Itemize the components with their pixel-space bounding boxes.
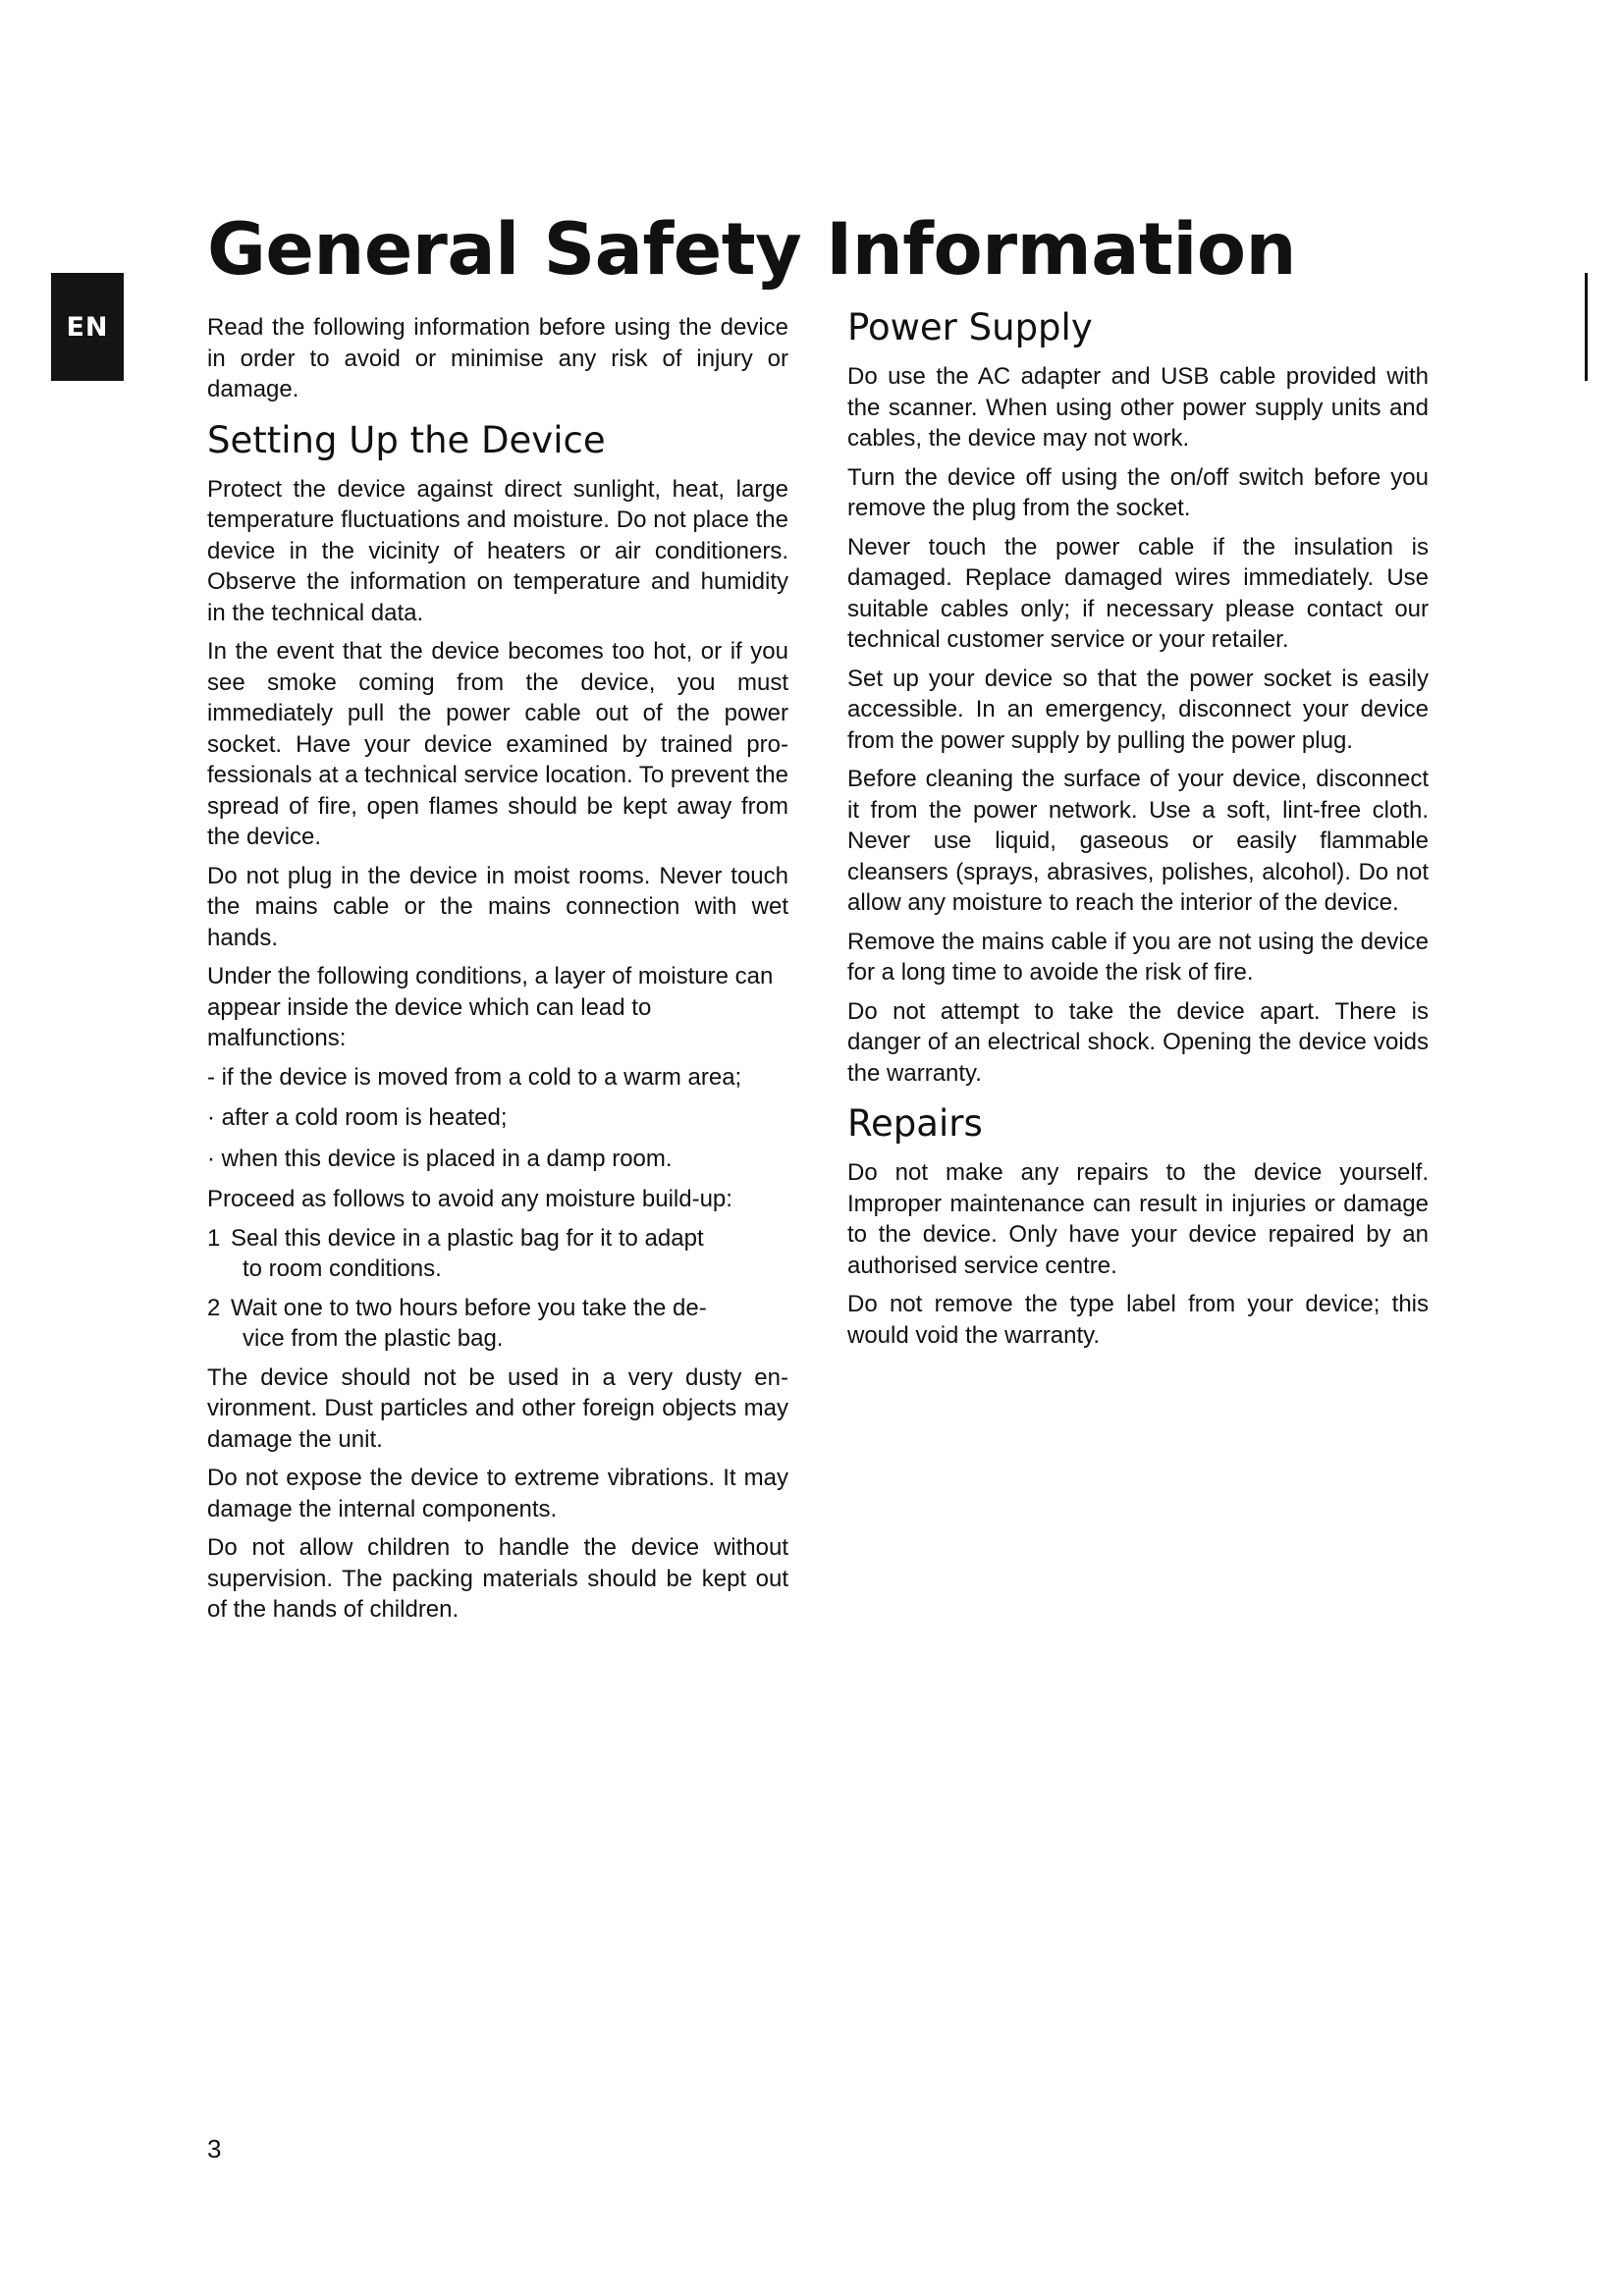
step-text [231, 1293, 788, 1355]
language-tab: EN [51, 273, 124, 381]
page-edge-rule [1585, 273, 1588, 381]
repairs-paragraph-1: Do not make any repairs to the device yourself. Improper maintenance can result in injuries or damage to the device. Only have your device repaired by an authorised service centre. [847, 1159, 1429, 1279]
step-text-line: vice from the plastic bag. [243, 1325, 504, 1352]
power-supply-paragraph-2: Turn the device off using the on/off switch before you remove the plug from the socket. [847, 463, 1429, 521]
repairs-heading: Repairs [847, 1102, 983, 1145]
power-supply-paragraph-4: Set up your device so that the power socket is easily accessible. In an emergency, disconnect your device from the power supply by pulling the power plug. [847, 665, 1429, 754]
step-number: 2 [207, 1294, 221, 1321]
repairs-paragraph-2: Do not remove the type label from your device; this would void the warranty. [847, 1291, 1429, 1349]
left-column [207, 312, 788, 1633]
setting-up-paragraph-5: Proceed as follows to avoid any moisture build-up: [207, 1186, 732, 1212]
setting-up-heading: Setting Up the Device [207, 418, 606, 461]
step-text [231, 1223, 788, 1285]
setting-up-paragraph-1: Protect the device against direct sunlight, heat, large temperature fluctuations and moisture. Do not place the device in the vicinity of heaters or air conditioners. Observe the information on temperature and humidity in the technical data. [207, 475, 788, 626]
setting-up-paragraph-2: In the event that the device becomes too hot, or if you see smoke coming from the device, you must immediately pull the power cable out of the power socket. Have your device examined by trained professionals at a technical service location. To prevent the spread of fire, open flames should be kept away from the device. [207, 638, 788, 850]
step-text-line: Wait one to two hours before you take the de- [231, 1294, 707, 1321]
moisture-condition-item: - if the device is moved from a cold to a warm area; [207, 1063, 742, 1091]
power-supply-paragraph-5: Before cleaning the surface of your device, disconnect it from the power network. Use a soft, lint-free cloth. Never use liquid, gaseous or easily flammable cleansers (sprays, abrasives, polishes, alcohol). Do not allow any moisture to reach the interior of the device. [847, 766, 1429, 916]
step-item [207, 1293, 788, 1355]
setting-up-paragraph-8: Do not allow children to handle the device without supervision. The packing materials should be kept out of the hands of children. [207, 1534, 788, 1623]
setting-up-paragraph-3: Do not plug in the device in moist rooms. Never touch the mains cable or the mains connection with wet hands. [207, 862, 788, 951]
intro-paragraph: Read the following information before using the device in order to avoid or minimise any risk of injury or damage. [207, 314, 788, 402]
page-number: 3 [207, 2134, 222, 2163]
right-column [847, 306, 1429, 1359]
setting-up-paragraph-4: Under the following conditions, a layer of moisture can appear inside the device which can lead to malfunctions: [207, 963, 774, 1051]
step-item [207, 1223, 788, 1285]
power-supply-paragraph-7: Do not attempt to take the device apart. There is danger of an electrical shock. Opening the device voids the warranty. [847, 997, 1429, 1087]
setting-up-paragraph-7: Do not expose the device to extreme vibrations. It may damage the internal components. [207, 1465, 788, 1522]
setting-up-paragraph-6: The device should not be used in a very dusty environment. Dust particles and other foreign objects may damage the unit. [207, 1363, 788, 1453]
power-supply-paragraph-6: Remove the mains cable if you are not using the device for a long time to avoide the risk of fire. [847, 928, 1429, 986]
power-supply-heading: Power Supply [847, 306, 1093, 348]
power-supply-paragraph-1: Do use the AC adapter and USB cable provided with the scanner. When using other power supply units and cables, the device may not work. [847, 363, 1429, 452]
step-text-line: Seal this device in a plastic bag for it to adapt [231, 1224, 704, 1252]
moisture-condition-item: · when this device is placed in a damp room. [207, 1145, 673, 1172]
page-title: General Safety Information [207, 208, 1297, 292]
power-supply-paragraph-3: Never touch the power cable if the insulation is damaged. Replace damaged wires immediately. Use suitable cables only; if necessary please contact our technical customer service or your retailer. [847, 533, 1429, 653]
moisture-condition-item: · after a cold room is heated; [207, 1104, 508, 1131]
step-number: 1 [207, 1224, 221, 1252]
step-text-line: to room conditions. [243, 1255, 442, 1282]
